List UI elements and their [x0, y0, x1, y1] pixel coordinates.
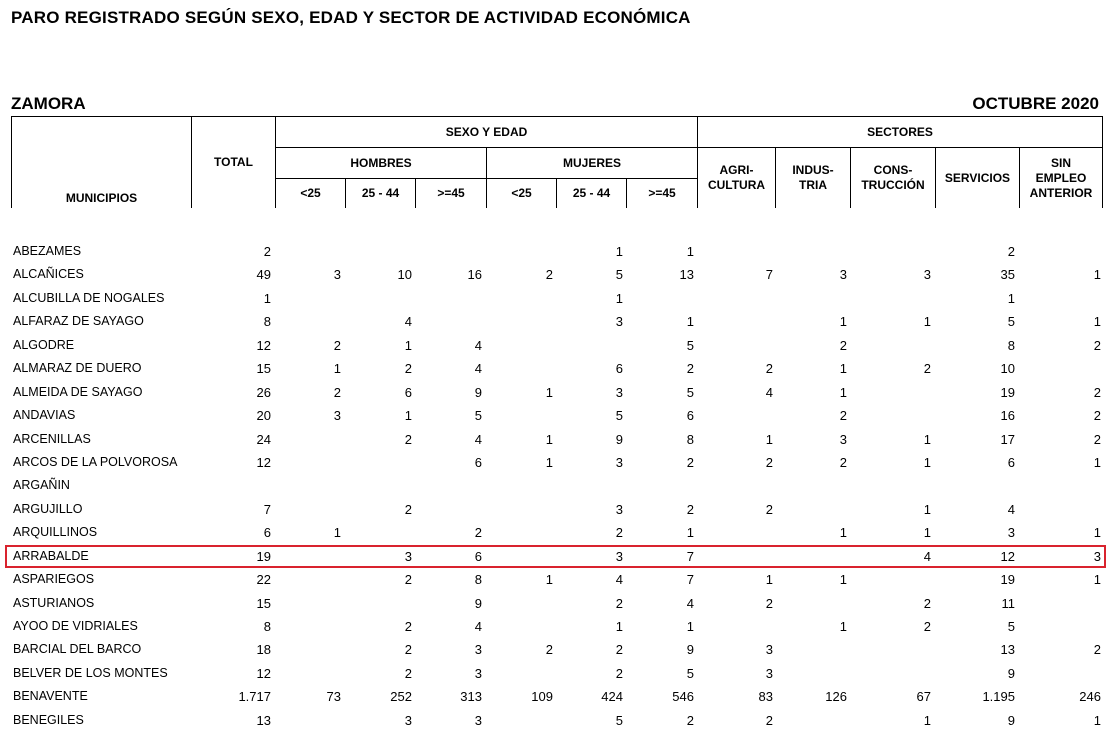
- cell-mujeres-ge45: 1: [686, 619, 694, 634]
- cell-industria: 3: [839, 267, 847, 283]
- table-row: [11, 310, 1103, 333]
- cell-construccion: 4: [923, 548, 931, 564]
- cell-total: 15: [256, 595, 271, 611]
- cell-servicios: 10: [1000, 361, 1015, 377]
- municipio-name: ALCUBILLA DE NOGALES: [13, 290, 165, 305]
- header-sin-empleo: SIN EMPLEO ANTERIOR: [1019, 147, 1103, 208]
- cell-hombres-lt25: 2: [333, 337, 341, 353]
- cell-mujeres-ge45: 7: [686, 572, 694, 588]
- cell-servicios: 3: [1007, 525, 1015, 541]
- cell-hombres-25-44: 3: [404, 712, 412, 728]
- cell-hombres-ge45: 8: [474, 572, 482, 588]
- cell-hombres-25-44: 252: [390, 689, 412, 705]
- municipio-name: BENEGILES: [13, 712, 84, 727]
- cell-sin-empleo: 1: [1093, 454, 1101, 470]
- table-row: [11, 709, 1103, 732]
- municipio-name: ALCAÑICES: [13, 267, 84, 282]
- cell-total: 13: [256, 712, 271, 728]
- cell-mujeres-ge45: 5: [686, 337, 694, 353]
- cell-hombres-25-44: 1: [404, 408, 412, 424]
- cell-construccion: 1: [923, 501, 931, 517]
- header-sexo-edad: SEXO Y EDAD: [275, 116, 697, 147]
- cell-construccion: 1: [923, 431, 931, 447]
- cell-hombres-25-44: 2: [404, 361, 412, 377]
- table-row: [11, 428, 1103, 451]
- cell-hombres-ge45: 5: [474, 408, 482, 424]
- cell-agricultura: 2: [765, 361, 773, 377]
- cell-total: 7: [263, 501, 271, 517]
- cell-total: 12: [256, 454, 271, 470]
- cell-total: 49: [256, 267, 271, 283]
- cell-industria: 1: [839, 525, 847, 541]
- table-row: [11, 662, 1103, 685]
- province-label: ZAMORA: [11, 94, 86, 113]
- cell-hombres-lt25: 2: [333, 384, 341, 400]
- header-hombres-lt25: <25: [275, 178, 345, 208]
- cell-hombres-25-44: 10: [397, 267, 412, 283]
- cell-hombres-25-44: 2: [404, 619, 412, 634]
- cell-mujeres-lt25: 1: [545, 454, 553, 470]
- table-row: [11, 521, 1103, 544]
- cell-mujeres-lt25: 2: [545, 267, 553, 283]
- cell-servicios: 1: [1007, 290, 1015, 306]
- cell-construccion: 1: [923, 712, 931, 728]
- municipio-name: ALMARAZ DE DUERO: [13, 361, 142, 376]
- cell-servicios: 13: [1000, 642, 1015, 658]
- header-hombres-ge45: >=45: [415, 178, 486, 208]
- cell-servicios: 2: [1007, 244, 1015, 259]
- cell-mujeres-ge45: 5: [686, 384, 694, 400]
- cell-construccion: 1: [923, 525, 931, 541]
- cell-total: 12: [256, 665, 271, 681]
- cell-mujeres-25-44: 1: [615, 290, 623, 306]
- cell-sin-empleo: 2: [1093, 337, 1101, 353]
- cell-construccion: 1: [923, 314, 931, 330]
- cell-servicios: 8: [1007, 337, 1015, 353]
- cell-hombres-25-44: 1: [404, 337, 412, 353]
- municipio-name: BARCIAL DEL BARCO: [13, 642, 142, 657]
- cell-construccion: 67: [916, 689, 931, 705]
- period-label: OCTUBRE 2020: [972, 94, 1099, 113]
- cell-mujeres-ge45: 2: [686, 712, 694, 728]
- cell-total: 1: [263, 290, 271, 306]
- cell-industria: 126: [825, 689, 847, 705]
- cell-sin-empleo: 1: [1093, 525, 1101, 541]
- cell-total: 6: [263, 525, 271, 541]
- cell-mujeres-lt25: 1: [545, 384, 553, 400]
- cell-mujeres-lt25: 1: [545, 431, 553, 447]
- cell-hombres-ge45: 4: [474, 431, 482, 447]
- header-agricultura: AGRI- CULTURA: [697, 147, 775, 208]
- cell-agricultura: 3: [765, 665, 773, 681]
- cell-sin-empleo: 1: [1093, 572, 1101, 588]
- cell-sin-empleo: 3: [1093, 548, 1101, 564]
- table-row: [11, 404, 1103, 427]
- table-body: [11, 240, 1103, 732]
- cell-mujeres-25-44: 2: [615, 525, 623, 541]
- table-row: [11, 240, 1103, 263]
- cell-agricultura: 2: [765, 595, 773, 611]
- cell-servicios: 11: [1001, 595, 1015, 611]
- cell-servicios: 1.195: [982, 689, 1015, 705]
- cell-mujeres-ge45: 1: [686, 244, 694, 259]
- cell-servicios: 12: [1000, 548, 1015, 564]
- table-row: [11, 638, 1103, 661]
- cell-construccion: 3: [923, 267, 931, 283]
- cell-mujeres-25-44: 5: [615, 267, 623, 283]
- cell-sin-empleo: 246: [1079, 689, 1101, 705]
- header-mujeres: MUJERES: [486, 147, 697, 178]
- cell-construccion: 1: [923, 454, 931, 470]
- cell-agricultura: 1: [765, 572, 773, 588]
- cell-mujeres-ge45: 2: [686, 361, 694, 377]
- cell-servicios: 17: [1000, 431, 1015, 447]
- cell-mujeres-ge45: 8: [686, 431, 694, 447]
- table-row: [11, 498, 1103, 521]
- cell-mujeres-25-44: 5: [615, 408, 623, 424]
- cell-hombres-25-44: 4: [404, 314, 412, 330]
- cell-industria: 1: [839, 619, 847, 634]
- header-mujeres-lt25: <25: [486, 178, 556, 208]
- cell-hombres-lt25: 1: [333, 361, 341, 377]
- cell-mujeres-ge45: 6: [686, 408, 694, 424]
- cell-sin-empleo: 1: [1093, 712, 1101, 728]
- cell-hombres-ge45: 3: [474, 642, 482, 658]
- municipio-name: ARQUILLINOS: [13, 525, 98, 540]
- table-row: [11, 357, 1103, 380]
- cell-mujeres-25-44: 6: [615, 361, 623, 377]
- municipio-name: ARCENILLAS: [13, 431, 91, 446]
- header-mujeres-25-44: 25 - 44: [556, 178, 626, 208]
- municipio-name: ALGODRE: [13, 337, 75, 352]
- table-row: [11, 334, 1103, 357]
- cell-mujeres-25-44: 3: [615, 314, 623, 330]
- cell-sin-empleo: 2: [1093, 384, 1101, 400]
- municipio-name: ABEZAMES: [13, 244, 82, 258]
- header-total: TOTAL: [191, 116, 275, 208]
- cell-hombres-lt25: 3: [333, 408, 341, 424]
- cell-agricultura: 83: [758, 689, 773, 705]
- cell-hombres-ge45: 4: [474, 361, 482, 377]
- cell-agricultura: 4: [765, 384, 773, 400]
- cell-hombres-25-44: 2: [404, 431, 412, 447]
- cell-total: 22: [256, 572, 271, 588]
- cell-hombres-ge45: 313: [460, 689, 482, 705]
- cell-total: 8: [263, 314, 271, 330]
- cell-total: 1.717: [238, 689, 271, 705]
- cell-hombres-25-44: 2: [404, 642, 412, 658]
- header-hombres-25-44: 25 - 44: [345, 178, 415, 208]
- cell-mujeres-25-44: 424: [601, 689, 623, 705]
- cell-mujeres-ge45: 13: [679, 267, 694, 283]
- cell-servicios: 5: [1007, 619, 1015, 634]
- cell-mujeres-25-44: 5: [615, 712, 623, 728]
- cell-mujeres-25-44: 3: [615, 454, 623, 470]
- cell-hombres-ge45: 9: [474, 595, 482, 611]
- cell-mujeres-lt25: 109: [531, 689, 553, 705]
- cell-servicios: 5: [1007, 314, 1015, 330]
- cell-mujeres-ge45: 4: [686, 595, 694, 611]
- cell-agricultura: 1: [765, 431, 773, 447]
- municipio-name: AYOO DE VIDRIALES: [13, 619, 138, 633]
- cell-construccion: 2: [923, 619, 931, 634]
- cell-mujeres-ge45: 1: [686, 525, 694, 541]
- cell-mujeres-lt25: 2: [545, 642, 553, 658]
- cell-hombres-25-44: 6: [404, 384, 412, 400]
- cell-total: 15: [256, 361, 271, 377]
- cell-hombres-lt25: 73: [326, 689, 341, 705]
- cell-mujeres-25-44: 3: [615, 501, 623, 517]
- cell-hombres-25-44: 2: [404, 665, 412, 681]
- header-municipios: MUNICIPIOS: [11, 116, 191, 208]
- table-row: [11, 474, 1103, 497]
- cell-total: 12: [256, 337, 271, 353]
- header-industria: INDUS- TRIA: [775, 147, 850, 208]
- cell-sin-empleo: 2: [1093, 642, 1101, 658]
- municipio-name: ALMEIDA DE SAYAGO: [13, 384, 143, 399]
- cell-servicios: 19: [1000, 572, 1015, 588]
- cell-sin-empleo: 1: [1093, 314, 1101, 330]
- header-construccion: CONS- TRUCCIÓN: [850, 147, 935, 208]
- header-mujeres-ge45: >=45: [626, 178, 697, 208]
- cell-industria: 2: [839, 454, 847, 470]
- cell-hombres-ge45: 4: [474, 337, 482, 353]
- table-row: [11, 592, 1103, 615]
- cell-hombres-25-44: 2: [404, 572, 412, 588]
- table-row: [11, 263, 1103, 286]
- cell-sin-empleo: 2: [1093, 431, 1101, 447]
- report-title: PARO REGISTRADO SEGÚN SEXO, EDAD Y SECTOR DE ACTIVIDAD ECONÓMICA: [11, 8, 691, 27]
- cell-total: 19: [256, 548, 271, 564]
- cell-construccion: 2: [923, 361, 931, 377]
- cell-hombres-25-44: 2: [404, 501, 412, 517]
- cell-hombres-lt25: 1: [333, 525, 341, 541]
- cell-total: 26: [256, 384, 271, 400]
- cell-mujeres-ge45: 5: [686, 665, 694, 681]
- table-row: [11, 568, 1103, 591]
- cell-agricultura: 7: [765, 267, 773, 283]
- header-sectores: SECTORES: [697, 116, 1103, 147]
- cell-hombres-ge45: 3: [474, 712, 482, 728]
- cell-agricultura: 2: [765, 454, 773, 470]
- header-hombres: HOMBRES: [275, 147, 486, 178]
- cell-hombres-ge45: 4: [474, 619, 482, 634]
- table-row: [11, 287, 1103, 310]
- cell-agricultura: 3: [765, 642, 773, 658]
- cell-hombres-ge45: 6: [474, 548, 482, 564]
- cell-servicios: 35: [1000, 267, 1015, 283]
- cell-hombres-ge45: 3: [474, 665, 482, 681]
- cell-servicios: 4: [1007, 501, 1015, 517]
- header-servicios: SERVICIOS: [935, 147, 1019, 208]
- cell-mujeres-25-44: 2: [615, 595, 623, 611]
- cell-mujeres-ge45: 7: [686, 548, 694, 564]
- cell-total: 2: [263, 244, 271, 259]
- cell-industria: 2: [839, 337, 847, 353]
- cell-mujeres-ge45: 2: [686, 454, 694, 470]
- cell-mujeres-25-44: 1: [615, 619, 623, 634]
- cell-industria: 1: [839, 361, 847, 377]
- cell-construccion: 2: [923, 595, 931, 611]
- table-row: [11, 451, 1103, 474]
- cell-mujeres-25-44: 4: [615, 572, 623, 588]
- cell-mujeres-lt25: 1: [545, 572, 553, 588]
- cell-agricultura: 2: [765, 712, 773, 728]
- cell-hombres-ge45: 9: [474, 384, 482, 400]
- municipio-name: ASPARIEGOS: [13, 572, 95, 587]
- cell-total: 18: [256, 642, 271, 658]
- cell-mujeres-25-44: 3: [615, 548, 623, 564]
- cell-agricultura: 2: [765, 501, 773, 517]
- cell-servicios: 16: [1000, 408, 1015, 424]
- cell-industria: 1: [839, 572, 847, 588]
- cell-total: 20: [256, 408, 271, 424]
- cell-mujeres-ge45: 9: [686, 642, 694, 658]
- cell-hombres-ge45: 6: [474, 454, 482, 470]
- cell-sin-empleo: 1: [1093, 267, 1101, 283]
- municipio-name: ARRABALDE: [13, 548, 89, 563]
- cell-mujeres-25-44: 9: [615, 431, 623, 447]
- cell-mujeres-ge45: 546: [672, 689, 694, 705]
- municipio-name: ARCOS DE LA POLVOROSA: [13, 454, 178, 469]
- municipio-name: ARGAÑIN: [13, 478, 70, 493]
- cell-industria: 3: [839, 431, 847, 447]
- table-row: [11, 615, 1103, 638]
- municipio-name: ARGUJILLO: [13, 501, 83, 516]
- cell-mujeres-25-44: 3: [615, 384, 623, 400]
- cell-sin-empleo: 2: [1093, 408, 1101, 424]
- cell-mujeres-25-44: 1: [615, 244, 623, 259]
- cell-servicios: 9: [1007, 665, 1015, 681]
- cell-total: 24: [256, 431, 271, 447]
- cell-mujeres-ge45: 1: [686, 314, 694, 330]
- cell-total: 8: [263, 619, 271, 634]
- cell-mujeres-ge45: 2: [686, 501, 694, 517]
- cell-industria: 1: [839, 314, 847, 330]
- table-row: [11, 381, 1103, 404]
- cell-servicios: 9: [1007, 712, 1015, 728]
- municipio-name: BELVER DE LOS MONTES: [13, 665, 168, 680]
- municipio-name: ASTURIANOS: [13, 595, 95, 610]
- cell-servicios: 6: [1007, 454, 1015, 470]
- cell-industria: 2: [839, 408, 847, 424]
- cell-mujeres-25-44: 2: [615, 665, 623, 681]
- table-row: [11, 685, 1103, 708]
- cell-hombres-lt25: 3: [333, 267, 341, 283]
- cell-industria: 1: [839, 384, 847, 400]
- cell-mujeres-25-44: 2: [615, 642, 623, 658]
- cell-hombres-ge45: 16: [467, 267, 482, 283]
- municipio-name: BENAVENTE: [13, 689, 88, 704]
- municipio-name: ALFARAZ DE SAYAGO: [13, 314, 144, 329]
- municipio-name: ANDAVIAS: [13, 408, 76, 423]
- cell-hombres-ge45: 2: [474, 525, 482, 541]
- cell-hombres-25-44: 3: [404, 548, 412, 564]
- row-highlight-arrabalde: [5, 545, 1106, 568]
- cell-servicios: 19: [1000, 384, 1015, 400]
